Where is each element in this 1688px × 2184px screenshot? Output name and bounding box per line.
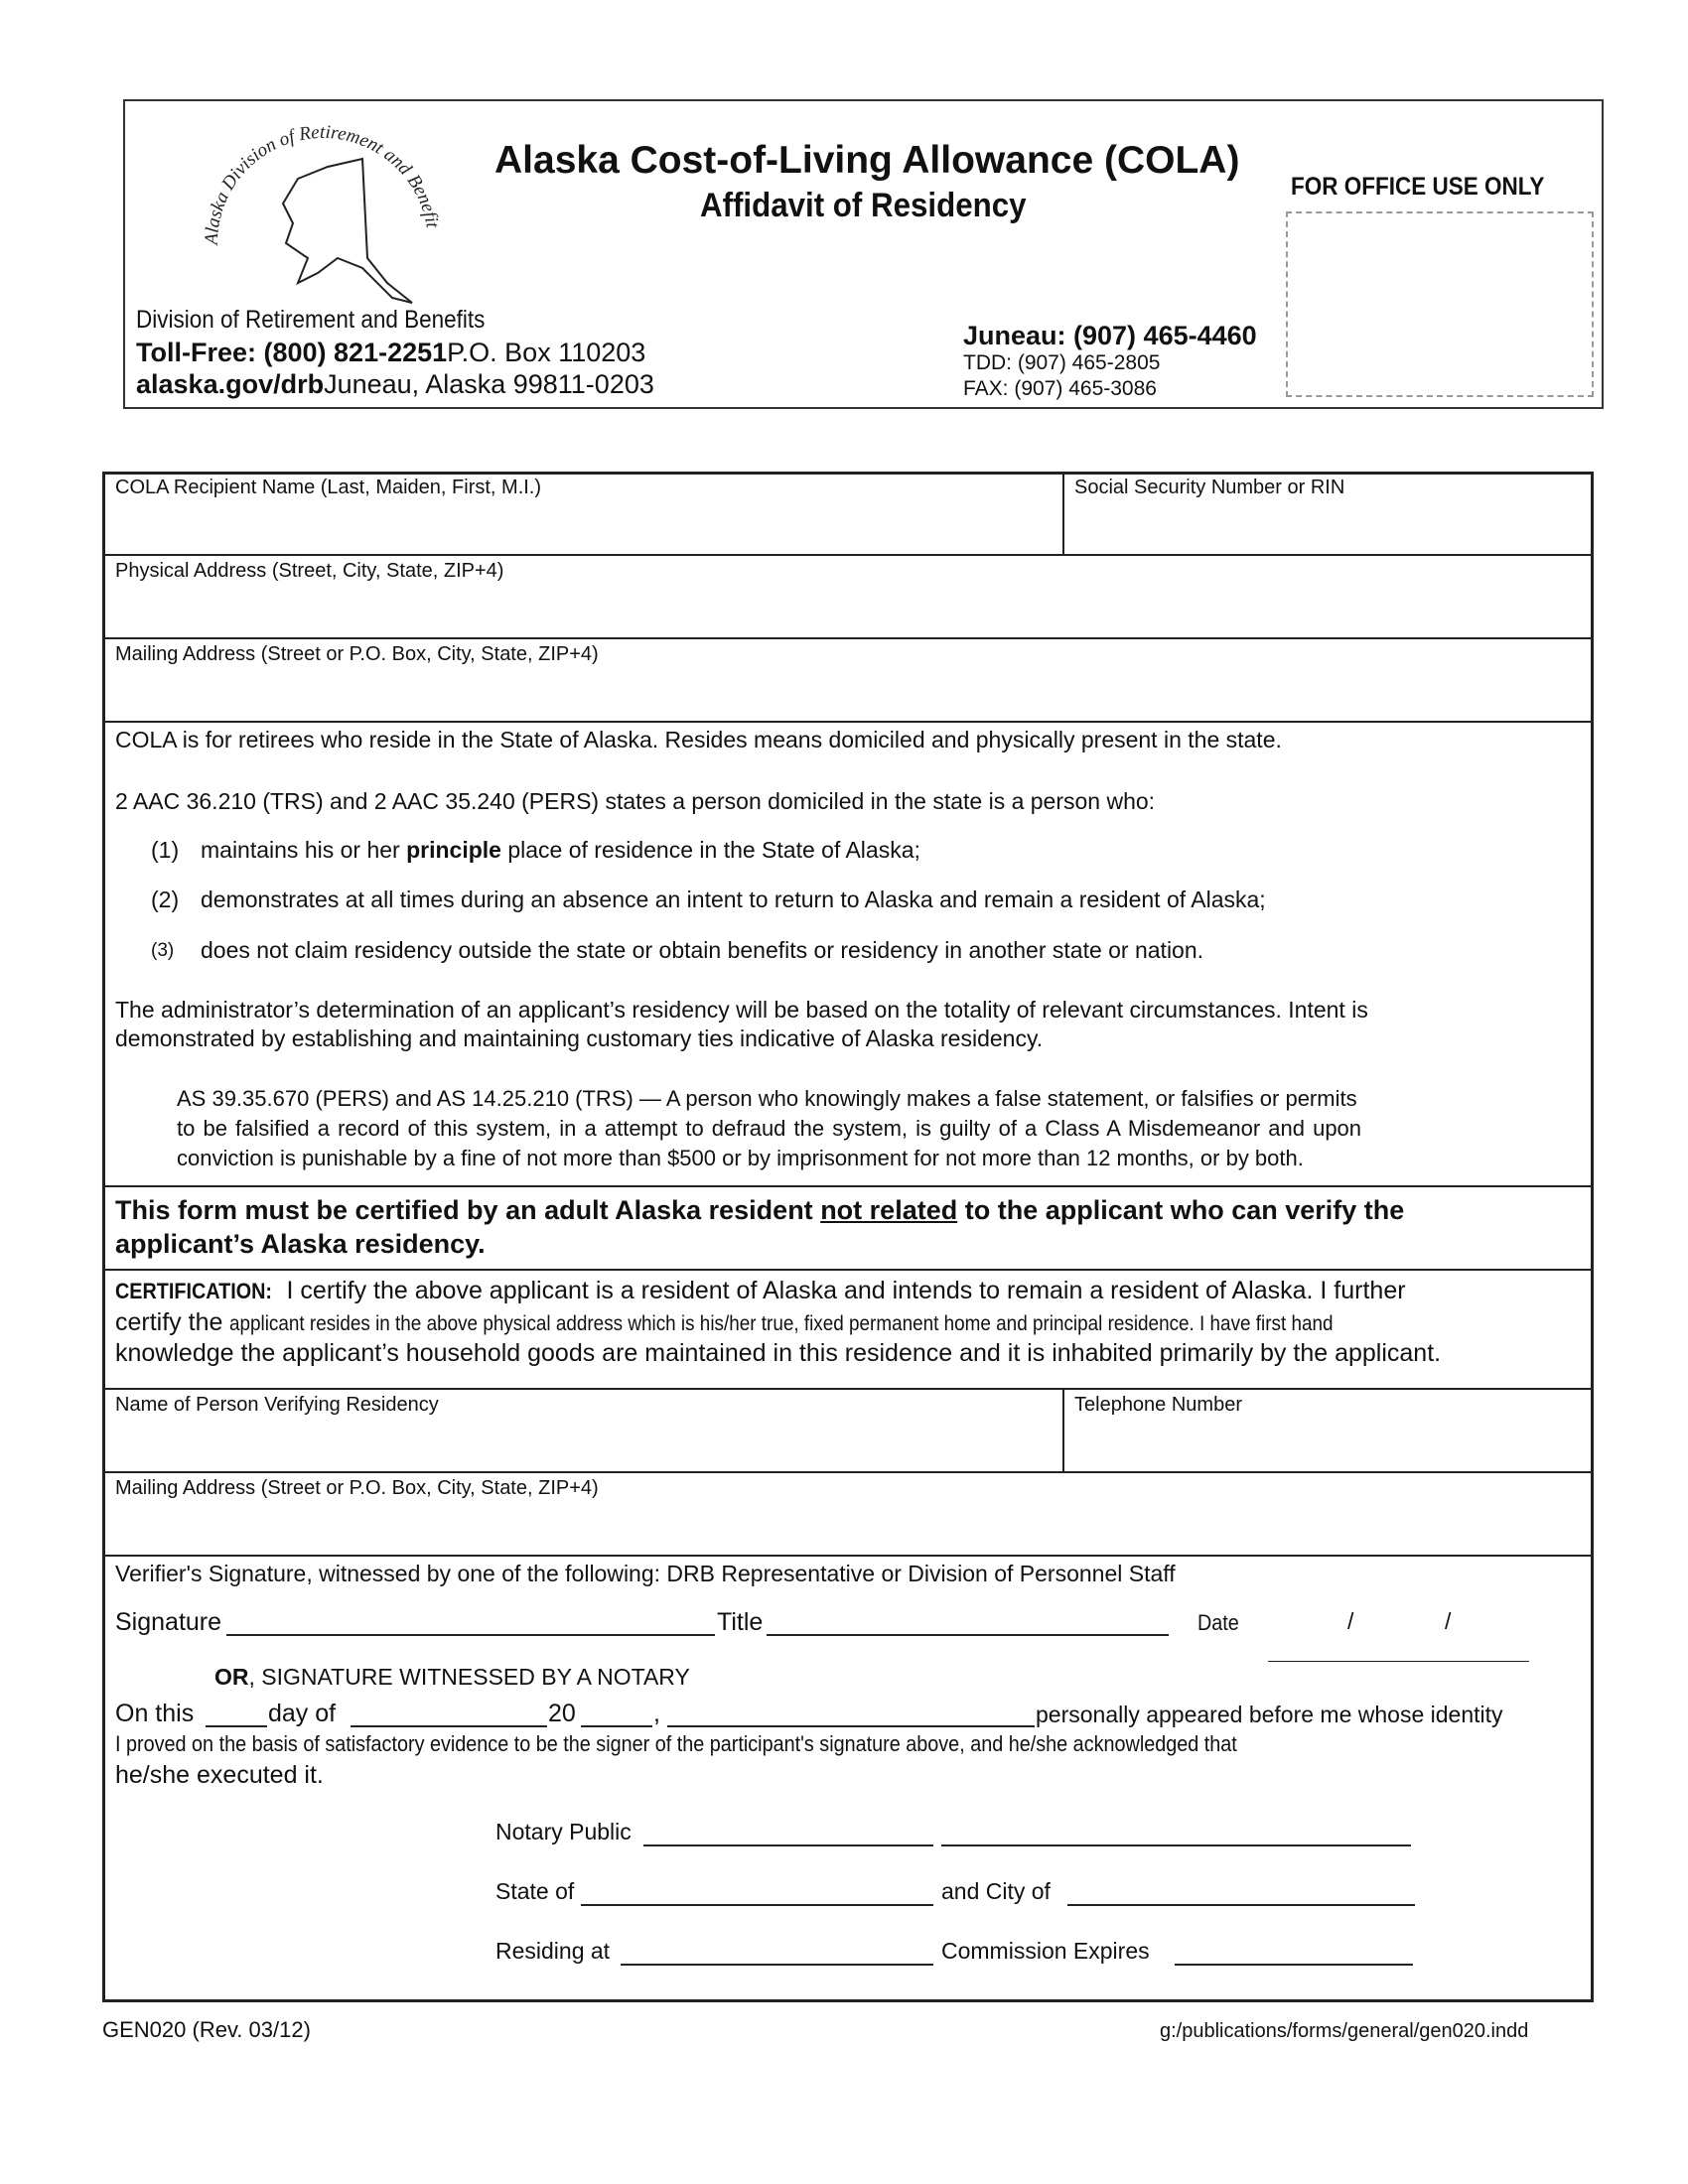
form-subtitle: Affidavit of Residency [700, 187, 1027, 224]
residing-line[interactable] [621, 1964, 933, 1966]
divider [102, 721, 1594, 723]
year-line[interactable] [581, 1725, 652, 1727]
item-2-text: demonstrates at all times during an absence an intent to return to Alaska and remain a resident of Alaska; [201, 887, 1266, 912]
item-1-number: (1) [151, 837, 180, 863]
certification-label: CERTIFICATION: [115, 1279, 273, 1303]
executed-text: he/she executed it. [115, 1761, 324, 1789]
po-box: P.O. Box 110203 [447, 338, 646, 367]
signature-label: Signature [115, 1608, 222, 1636]
certification-line-2: certify the applicant resides in the above physical address which is his/her true, fixed permanent home and principal residence. I have first hand [115, 1308, 1334, 1336]
certify-notice-line-2: applicant’s Alaska residency. [115, 1229, 486, 1259]
divider [102, 1185, 1594, 1187]
divider [102, 637, 1594, 639]
fax-number: FAX: (907) 465-3086 [963, 377, 1157, 400]
tdd-phone: TDD: (907) 465-2805 [963, 351, 1161, 374]
office-use-label: FOR OFFICE USE ONLY [1291, 173, 1545, 201]
column-divider [1062, 1388, 1064, 1472]
juneau-phone: Juneau: (907) 465-4460 [963, 321, 1257, 350]
website-link[interactable]: alaska.gov/drb [136, 369, 325, 399]
verifier-mailing-field[interactable]: Mailing Address (Street or P.O. Box, City, State, ZIP+4) [115, 1477, 599, 1499]
signature-line[interactable] [226, 1634, 715, 1636]
ssn-field[interactable]: Social Security Number or RIN [1074, 477, 1345, 498]
proved-text: I proved on the basis of satisfactory evidence to be the signer of the participant's signature above, and he/she acknowledged that [115, 1731, 1237, 1756]
commission-label: Commission Expires [941, 1938, 1150, 1964]
certify-notice-line-1: This form must be certified by an adult Alaska resident not related to the applicant who can verify the [115, 1195, 1405, 1225]
verifier-phone-field[interactable]: Telephone Number [1074, 1394, 1242, 1416]
date-slash: / [1347, 1608, 1354, 1634]
verifier-name-field[interactable]: Name of Person Verifying Residency [115, 1394, 439, 1416]
item-1-text: maintains his or her principle place of residence in the State of Alaska; [201, 837, 920, 863]
mailing-address-field[interactable]: Mailing Address (Street or P.O. Box, City, State, ZIP+4) [115, 643, 599, 665]
svg-text:Alaska Division of Retirement [189, 109, 443, 247]
form-title: Alaska Cost-of-Living Allowance (COLA) [494, 139, 1240, 182]
office-use-box [1286, 211, 1594, 397]
alaska-map-icon [283, 159, 412, 303]
aac-statement: 2 AAC 36.210 (TRS) and 2 AAC 35.240 (PERS) states a person domiciled in the state is a person who: [115, 788, 1156, 814]
city-of-label: and City of [941, 1878, 1051, 1904]
item-3-text: does not claim residency outside the state or obtain benefits or residency in another state or nation. [201, 937, 1204, 963]
date-label: Date [1197, 1610, 1239, 1635]
divider [102, 1555, 1594, 1557]
notary-public-line[interactable] [643, 1844, 933, 1846]
recipient-name-field[interactable]: COLA Recipient Name (Last, Maiden, First, M.I.) [115, 477, 542, 498]
certification-line-3: knowledge the applicant’s household goods are maintained in this residence and it is inhabited primarily by the applicant. [115, 1339, 1442, 1367]
divider [102, 554, 1594, 556]
notary-seal-line[interactable] [941, 1844, 1411, 1846]
appeared-text: personally appeared before me whose identity [1036, 1702, 1503, 1727]
notary-public-label: Notary Public [495, 1819, 632, 1844]
title-line[interactable] [767, 1634, 1169, 1636]
website-row [136, 369, 654, 400]
comma: , [653, 1700, 660, 1727]
commission-line[interactable] [1175, 1964, 1413, 1966]
residing-at-label: Residing at [495, 1938, 611, 1964]
drb-seal-logo [189, 109, 457, 308]
tollfree-row [136, 338, 645, 368]
certification-line-1: CERTIFICATION: I certify the above applicant is a resident of Alaska and intends to remain a resident of Alaska. I further [115, 1277, 1406, 1304]
item-3-number: (3) [151, 940, 175, 961]
statute-line-2: to be falsified a record of this system, in a attempt to defraud the system, is guilty of a Class A Misdemeanor and upon [177, 1116, 1362, 1141]
physical-address-field[interactable]: Physical Address (Street, City, State, ZIP+4) [115, 560, 504, 582]
cola-intro: COLA is for retirees who reside in the State of Alaska. Resides means domiciled and physically present in the state. [115, 727, 1282, 752]
title-label: Title [717, 1608, 764, 1636]
day-of-label: day of [268, 1700, 337, 1727]
determination-line-1: The administrator’s determination of an applicant’s residency will be based on the totality of relevant circumstances. Intent is [115, 997, 1368, 1023]
statute-line-3: conviction is punishable by a fine of not more than $500 or by imprisonment for not more than 12 months, or by both. [177, 1146, 1304, 1170]
tollfree-number: Toll-Free: (800) 821-2251 [136, 338, 448, 367]
division-name: Division of Retirement and Benefits [136, 306, 486, 334]
date-line[interactable] [1268, 1661, 1529, 1662]
form-id: GEN020 (Rev. 03/12) [102, 2017, 311, 2042]
seal-text: Alaska Division of Retirement and Benefit [201, 121, 443, 245]
item-2-number: (2) [151, 887, 180, 912]
day-line[interactable] [206, 1725, 267, 1727]
year-prefix: 20 [548, 1700, 576, 1727]
column-divider [1062, 472, 1064, 555]
notary-or-heading: OR, SIGNATURE WITNESSED BY A NOTARY [214, 1664, 690, 1690]
on-this-label: On this [115, 1700, 195, 1727]
month-line[interactable] [351, 1725, 547, 1727]
city-line[interactable] [1067, 1904, 1415, 1906]
witness-note: Verifier's Signature, witnessed by one of the following: DRB Representative or Division of Personnel Staff [115, 1561, 1176, 1586]
file-path: g:/publications/forms/general/gen020.indd [1160, 2020, 1529, 2042]
date-slash: / [1445, 1608, 1452, 1634]
state-line[interactable] [581, 1904, 933, 1906]
person-name-line[interactable] [667, 1725, 1035, 1727]
determination-line-2: demonstrated by establishing and maintaining customary ties indicative of Alaska residency. [115, 1025, 1044, 1051]
state-of-label: State of [495, 1878, 575, 1904]
divider [102, 1471, 1594, 1473]
divider [102, 1269, 1594, 1271]
statute-line-1: AS 39.35.670 (PERS) and AS 14.25.210 (TRS) — A person who knowingly makes a false statement, or falsifies or permits [177, 1086, 1357, 1111]
city-address: Juneau, Alaska 99811-0203 [324, 369, 654, 399]
divider [102, 1388, 1594, 1390]
